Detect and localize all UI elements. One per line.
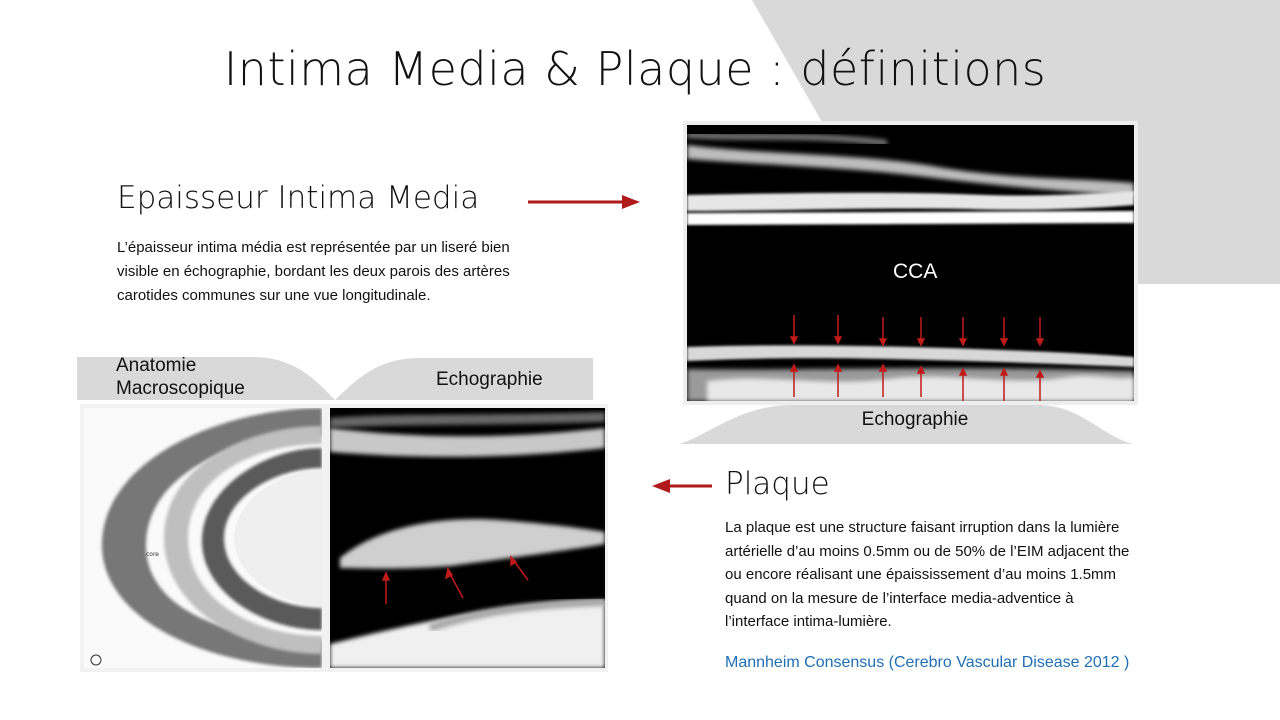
artery-section xyxy=(84,408,322,668)
anatomy-tab-label: Anatomie Macroscopique xyxy=(116,355,245,399)
plaque-line: ou encore réalisant une épaississement d’au moins 1.5mm xyxy=(725,566,1117,583)
plaque-line: artérielle d’au moins 0.5mm ou de 50% de l’EIM adjacent the xyxy=(725,542,1130,560)
imt-line: L’épaisseur intima média est représentée par un liseré bien xyxy=(117,239,510,256)
imt-line: carotides communes sur une vue longitudinale. xyxy=(117,287,431,304)
plaque-ultrasound-image xyxy=(330,408,605,668)
plaque-line: La plaque est une structure faisant irruption dans la lumière xyxy=(725,519,1120,536)
imt-line: visible en échographie, bordant les deux parois des artères xyxy=(117,263,510,280)
imt-heading: Epaisseur Intima Media xyxy=(117,180,480,216)
plaque-ultrasound-texture xyxy=(330,408,605,668)
page-title: Intima Media & Plaque : définitions xyxy=(223,42,1047,96)
arrow-right-icon xyxy=(526,192,642,212)
plaque-line: l’interface intima-lumière. xyxy=(725,613,892,630)
arrow-left-icon xyxy=(650,476,714,496)
plaque-heading: Plaque xyxy=(725,466,830,502)
top-ultrasound-image xyxy=(687,125,1134,401)
echography-tab-label: Echographie xyxy=(436,369,543,390)
cca-label: CCA xyxy=(893,260,938,283)
plaque-description xyxy=(725,516,1205,634)
anatomy-core-label: core xyxy=(146,551,159,558)
imt-description xyxy=(117,236,597,308)
top-caption-label: Echographie xyxy=(861,409,969,430)
anatomy-image xyxy=(84,408,322,668)
citation-link: Mannheim Consensus (Cerebro Vascular Disease 2012 ) xyxy=(725,654,1130,671)
plaque-line: quand on la mesure de l’interface media-adventice à xyxy=(725,589,1074,607)
